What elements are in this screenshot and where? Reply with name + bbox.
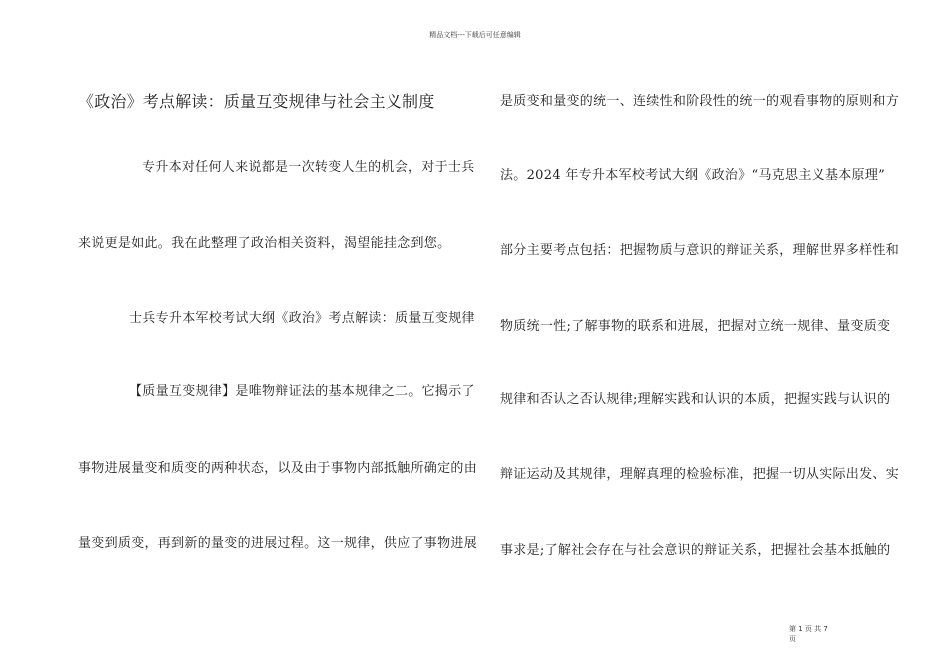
page-number-line-2: 页 [789,635,796,643]
right-paragraph-line-6: 辩证运动及其规律，理解真理的检验标准，把握一切从实际出发、实 [500,467,900,482]
right-paragraph-line-4: 物质统一性;了解事物的联系和进展，把握对立统一规律、量变质变 [500,319,891,334]
page-number-line-1: 第 1 页 共 7 [789,625,828,633]
document-title: 《政治》考点解读：质量互变规律与社会主义制度 [78,92,435,111]
page-number-footer [789,624,839,644]
right-paragraph-line-2: 法。2024 年专升本军校考试大纲《政治》“马克思主义基本原理” [500,168,886,183]
left-paragraph-line-4: 【质量互变规律】是唯物辩证法的基本规律之二。它揭示了 [129,384,475,399]
page-header-watermark: 精品文档---下载后可任意编辑 [429,31,521,39]
left-paragraph-line-1: 专升本对任何人来说都是一次转变人生的机会，对于士兵 [142,160,475,175]
right-paragraph-line-5: 规律和否认之否认规律;理解实践和认识的本质，把握实践与认识的 [500,392,891,407]
left-paragraph-line-3: 士兵专升本军校考试大纲《政治》考点解读：质量互变规律 [129,311,475,326]
right-paragraph-line-7: 事求是;了解社会存在与社会意识的辩证关系，把握社会基本抵触的 [500,543,891,558]
right-paragraph-line-3: 部分主要考点包括：把握物质与意识的辩证关系，理解世界多样性和 [500,243,900,258]
right-paragraph-line-1: 是质变和量变的统一、连续性和阶段性的统一的观看事物的原则和方 [500,94,900,109]
left-paragraph-line-2: 来说更是如此。我在此整理了政治相关资料，渴望能挂念到您。 [78,236,451,251]
left-paragraph-line-6: 量变到质变，再到新的量变的进展过程。这一规律，供应了事物进展 [78,536,478,551]
left-paragraph-line-5: 事物进展量变和质变的两种状态，以及由于事物内部抵触所确定的由 [78,461,478,476]
